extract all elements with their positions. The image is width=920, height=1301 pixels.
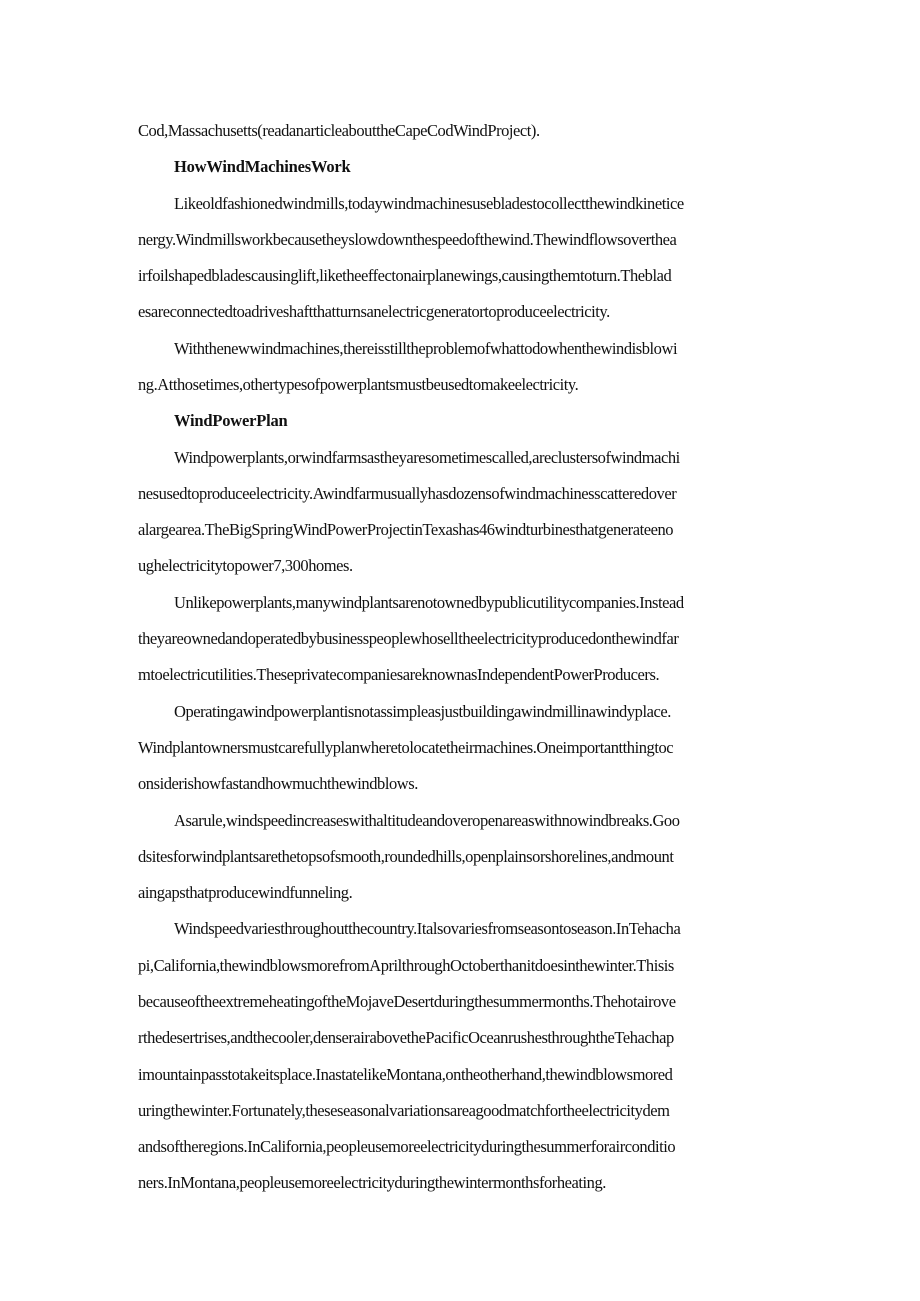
text-line: ng.Atthosetimes,othertypesofpowerplantsmustbeusedtomakeelectricity.	[138, 375, 579, 394]
text-line: Withthenewwindmachines,thereisstilltheproblemofwhattodowhenthewindisblowi	[174, 339, 678, 358]
text-line: alargearea.TheBigSpringWindPowerProjectinTexashas46windturbinesthatgenerateeno	[138, 520, 674, 539]
section-heading: HowWindMachinesWork	[174, 157, 351, 176]
text-line: Operatingawindpowerplantisnotassimpleasjustbuildingawindmillinawindyplace.	[174, 702, 671, 721]
text-line: nergy.Windmillsworkbecausetheyslowdownthespeedofthewind.Thewindflowsoverthea	[138, 230, 677, 249]
text-line: pi,California,thewindblowsmorefromAprilthroughOctoberthanitdoesinthewinter.Thisis	[138, 956, 674, 975]
text-line: mtoelectricutilities.TheseprivatecompaniesareknownasIndependentPowerProducers.	[138, 665, 660, 684]
text-line: Asarule,windspeedincreaseswithaltitudeandoveropenareaswithnowindbreaks.Goo	[174, 811, 680, 830]
text-line: ners.InMontana,peopleusemoreelectricityduringthewintermonthsforheating.	[138, 1173, 606, 1192]
section-heading: WindPowerPlan	[174, 411, 288, 430]
text-line: onsiderishowfastandhowmuchthewindblows.	[138, 774, 418, 793]
text-line: Unlikepowerplants,manywindplantsarenotownedbypublicutilitycompanies.Instead	[174, 593, 684, 612]
text-line: Windspeedvariesthroughoutthecountry.Italsovariesfromseasontoseason.InTehacha	[174, 919, 681, 938]
text-line: esareconnectedtoadriveshaftthatturnsanelectricgeneratortoproduceelectricity.	[138, 302, 610, 321]
text-line: becauseoftheextremeheatingoftheMojaveDesertduringthesummermonths.Thehotairove	[138, 992, 676, 1011]
text-line: theyareownedandoperatedbybusinesspeoplewhoselltheelectricityproducedonthewindfar	[138, 629, 679, 648]
text-line: andsoftheregions.InCalifornia,peopleusemoreelectricityduringthesummerforairconditio	[138, 1137, 676, 1156]
text-line: uringthewinter.Fortunately,theseseasonalvariationsareagoodmatchfortheelectricitydem	[138, 1101, 670, 1120]
text-line: nesusedtoproduceelectricity.Awindfarmusuallyhasdozensofwindmachinesscatteredover	[138, 484, 677, 503]
text-line: Windpowerplants,orwindfarmsastheyaresometimescalled,areclustersofwindmachi	[174, 448, 680, 467]
text-line: Windplantownersmustcarefullyplanwheretolocatetheirmachines.Oneimportantthingtoc	[138, 738, 674, 757]
text-line: Likeoldfashionedwindmills,todaywindmachinesusebladestocollectthewindkinetice	[174, 194, 684, 213]
text-line: imountainpasstotakeitsplace.InastatelikeMontana,ontheotherhand,thewindblowsmored	[138, 1065, 673, 1084]
text-line: dsitesforwindplantsarethetopsofsmooth,roundedhills,openplainsorshorelines,andmount	[138, 847, 674, 866]
text-line: rthedesertrises,andthecooler,denserairabovethePacificOceanrushesthroughtheTehachap	[138, 1028, 674, 1047]
text-line: Cod,Massachusetts(readanarticleabouttheCapeCodWindProject).	[138, 121, 540, 140]
text-line: aingapsthatproducewindfunneling.	[138, 883, 353, 902]
text-line: irfoilshapedbladescausinglift,liketheeffectonairplanewings,causingthemtoturn.Theblad	[138, 266, 672, 285]
text-line: ughelectricitytopower7,300homes.	[138, 556, 353, 575]
